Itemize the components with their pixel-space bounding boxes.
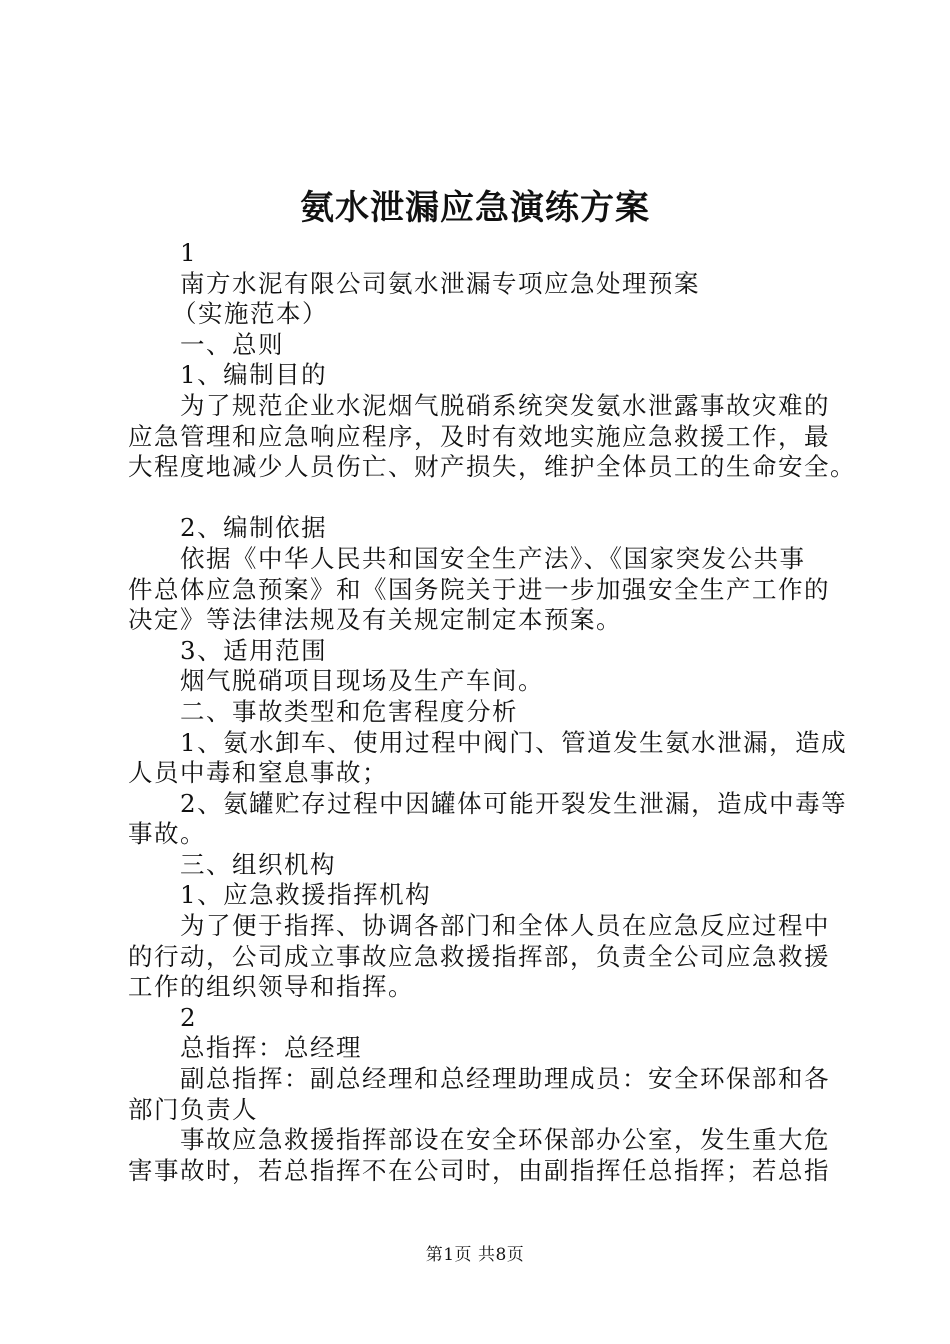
paragraph-line: 应急管理和应急响应程序，及时有效地实施应急救援工作，最 <box>128 421 830 451</box>
paragraph-line: 事故。 <box>128 819 206 849</box>
paragraph-line: 事故应急救援指挥部设在安全环保部办公室，发生重大危 <box>180 1125 830 1155</box>
paragraph-line: 依据《中华人民共和国安全生产法》、《国家突发公共事 <box>180 543 806 573</box>
blank-line <box>128 483 848 514</box>
paragraph-line: 部门负责人 <box>128 1094 258 1124</box>
paragraph-line: 的行动，公司成立事故应急救援指挥部，负责全公司应急救援 <box>128 941 830 971</box>
paragraph-line: 2、氨罐贮存过程中因罐体可能开裂发生泄漏，造成中毒等 <box>180 788 848 818</box>
paragraph-line: 1、氨水卸车、使用过程中阀门、管道发生氨水泄漏，造成 <box>180 727 848 757</box>
document-body <box>128 238 856 1186</box>
plan-subtitle: （实施范本） <box>172 299 328 329</box>
paragraph-line: 为了规范企业水泥烟气脱硝系统突发氨水泄露事故灾难的 <box>180 390 830 420</box>
paragraph-line: 决定》等法律法规及有关规定制定本预案。 <box>128 605 622 635</box>
subsection-heading: 2、编制依据 <box>180 513 328 543</box>
paragraph-line: 人员中毒和窒息事故； <box>128 758 388 788</box>
page-marker: 1 <box>180 238 198 267</box>
subsection-heading: 1、应急救援指挥机构 <box>180 880 432 910</box>
section-heading: 二、事故类型和危害程度分析 <box>180 696 518 726</box>
paragraph-line: 大程度地减少人员伤亡、财产损失，维护全体员工的生命安全。 <box>128 452 856 482</box>
paragraph-line: 总指挥：总经理 <box>180 1033 362 1063</box>
paragraph-line: 件总体应急预案》和《国务院关于进一步加强安全生产工作的 <box>128 574 830 604</box>
subsection-heading: 1、编制目的 <box>180 360 328 390</box>
document-title: 氨水泄漏应急演练方案 <box>300 188 650 228</box>
paragraph-line: 烟气脱硝项目现场及生产车间。 <box>180 666 544 696</box>
paragraph-line: 工作的组织领导和指挥。 <box>128 972 414 1002</box>
paragraph-line: 副总指挥：副总经理和总经理助理成员：安全环保部和各 <box>180 1064 830 1094</box>
paragraph-line: 为了便于指挥、协调各部门和全体人员在应急反应过程中 <box>180 911 830 941</box>
page-footer: 第1页 共8页 <box>425 1245 525 1265</box>
section-heading: 一、总则 <box>180 329 284 359</box>
page-marker: 2 <box>180 1002 198 1032</box>
subsection-heading: 3、适用范围 <box>180 635 328 665</box>
paragraph-line: 害事故时，若总指挥不在公司时，由副指挥任总指挥；若总指 <box>128 1155 830 1185</box>
plan-name: 南方水泥有限公司氨水泄漏专项应急处理预案 <box>180 268 700 298</box>
section-heading: 三、组织机构 <box>180 849 336 879</box>
